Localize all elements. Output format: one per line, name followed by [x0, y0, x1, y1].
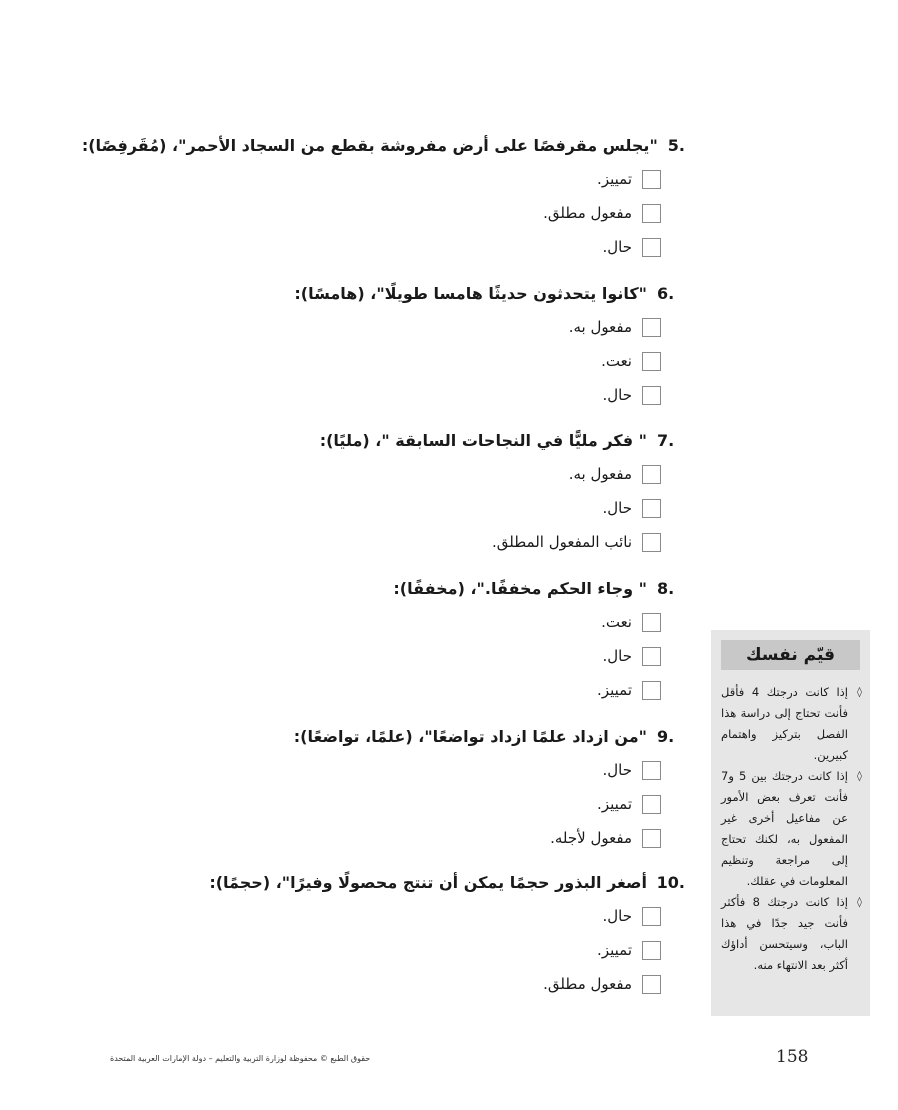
- option-checkbox[interactable]: [642, 681, 661, 700]
- list-item: [721, 682, 862, 766]
- question-number: .7: [657, 431, 675, 450]
- option-label: حال.: [602, 761, 632, 779]
- option-checkbox[interactable]: [642, 352, 661, 371]
- option-label: مفعول مطلق.: [543, 975, 632, 993]
- option-checkbox[interactable]: [642, 941, 661, 960]
- list-item: [721, 766, 862, 892]
- option-label: حال.: [602, 386, 632, 404]
- option[interactable]: [125, 525, 661, 559]
- option-checkbox[interactable]: [642, 465, 661, 484]
- list-item: [721, 892, 862, 976]
- option-checkbox[interactable]: [642, 613, 661, 632]
- question-text: "يجلس مقرفصًا على أرض مفروشة بقطع من السجاد الأحمر"، (مُقَرفِصًا):: [81, 136, 658, 155]
- self-assessment-title: قيّم نفسك: [721, 640, 860, 670]
- option-checkbox[interactable]: [642, 795, 661, 814]
- option-checkbox[interactable]: [642, 975, 661, 994]
- question-number: .10: [656, 873, 685, 892]
- option-label: حال.: [602, 238, 632, 256]
- option-label: نعت.: [601, 613, 632, 631]
- option-label: تمييز.: [597, 170, 632, 188]
- question-number: .9: [657, 727, 675, 746]
- option[interactable]: [125, 787, 661, 821]
- option[interactable]: [125, 899, 661, 933]
- option-label: تمييز.: [597, 941, 632, 959]
- option-label: نائب المفعول المطلق.: [491, 533, 632, 551]
- option-label: حال.: [602, 647, 632, 665]
- option-checkbox[interactable]: [642, 204, 661, 223]
- diamond-bullet-icon: ◊: [857, 771, 862, 782]
- option[interactable]: [125, 230, 661, 264]
- option[interactable]: [125, 344, 661, 378]
- option-checkbox[interactable]: [642, 829, 661, 848]
- list-item-text: إذا كانت درجتك 8 فأكثر فأنت جيد جدًا في هذا الباب، وسيتحسن أداؤك أكثر بعد الانتهاء منه.: [721, 895, 848, 972]
- question-number: .6: [657, 284, 675, 303]
- diamond-bullet-icon: ◊: [857, 897, 862, 908]
- option[interactable]: [125, 605, 661, 639]
- list-item-text: إذا كانت درجتك 4 فأقل فأنت تحتاج إلى دراسة هذا الفصل بتركيز واهتمام كبيرين.: [721, 685, 848, 762]
- self-assessment-panel: [711, 630, 870, 1016]
- option-checkbox[interactable]: [642, 499, 661, 518]
- question-6: [125, 284, 685, 412]
- option[interactable]: [125, 821, 661, 855]
- option-label: نعت.: [601, 352, 632, 370]
- question-text: " فكر مليًّا في النجاحات السابقة "، (مليًا):: [319, 431, 647, 450]
- question-number: .5: [667, 136, 685, 155]
- option-checkbox[interactable]: [642, 238, 661, 257]
- option-label: تمييز.: [597, 795, 632, 813]
- option[interactable]: [125, 753, 661, 787]
- option[interactable]: [125, 967, 661, 1001]
- option[interactable]: [125, 673, 661, 707]
- question-5: [81, 136, 685, 264]
- option[interactable]: [125, 310, 661, 344]
- question-text: "من ازداد علمًا ازداد تواضعًا"، (علمًا، تواضعًا):: [293, 727, 647, 746]
- option[interactable]: [125, 378, 661, 412]
- option[interactable]: [125, 457, 661, 491]
- option[interactable]: [125, 196, 661, 230]
- option-label: مفعول لأجله.: [550, 829, 632, 847]
- option-label: تمييز.: [597, 681, 632, 699]
- question-10: [125, 873, 685, 1001]
- option-checkbox[interactable]: [642, 318, 661, 337]
- page-number: 158: [776, 1047, 809, 1067]
- question-text: أصغر البذور حجمًا يمكن أن تنتج محصولًا وفيرًا"، (حجمًا):: [209, 873, 647, 892]
- question-8: [125, 579, 685, 707]
- option[interactable]: [125, 491, 661, 525]
- option[interactable]: [125, 162, 661, 196]
- question-text: "كانوا يتحدثون حديثًا هامسا طويلًا"، (هامسًا):: [294, 284, 647, 303]
- list-item-text: إذا كانت درجتك بين 5 و7 فأنت تعرف بعض الأمور عن مفاعيل أخرى غير المفعول به، لكنك تحتاج إلى مراجعة وتنظيم المعلومات في عقلك.: [721, 769, 848, 888]
- option-checkbox[interactable]: [642, 761, 661, 780]
- option[interactable]: [125, 933, 661, 967]
- option[interactable]: [125, 639, 661, 673]
- option-label: مفعول مطلق.: [543, 204, 632, 222]
- option-label: مفعول به.: [568, 465, 632, 483]
- option-label: مفعول به.: [568, 318, 632, 336]
- question-number: .8: [657, 579, 675, 598]
- question-9: [125, 727, 685, 855]
- question-7: [125, 431, 685, 559]
- question-text: " وجاء الحكم مخففًا."، (مخففًا):: [393, 579, 647, 598]
- option-checkbox[interactable]: [642, 907, 661, 926]
- option-checkbox[interactable]: [642, 533, 661, 552]
- option-checkbox[interactable]: [642, 170, 661, 189]
- option-checkbox[interactable]: [642, 647, 661, 666]
- option-checkbox[interactable]: [642, 386, 661, 405]
- option-label: حال.: [602, 907, 632, 925]
- option-label: حال.: [602, 499, 632, 517]
- copyright-notice: حقوق الطبع © محفوظة لوزارة التربية والتعليم – دولة الإمارات العربية المتحدة: [110, 1054, 371, 1063]
- diamond-bullet-icon: ◊: [857, 687, 862, 698]
- self-assessment-list: [711, 682, 870, 976]
